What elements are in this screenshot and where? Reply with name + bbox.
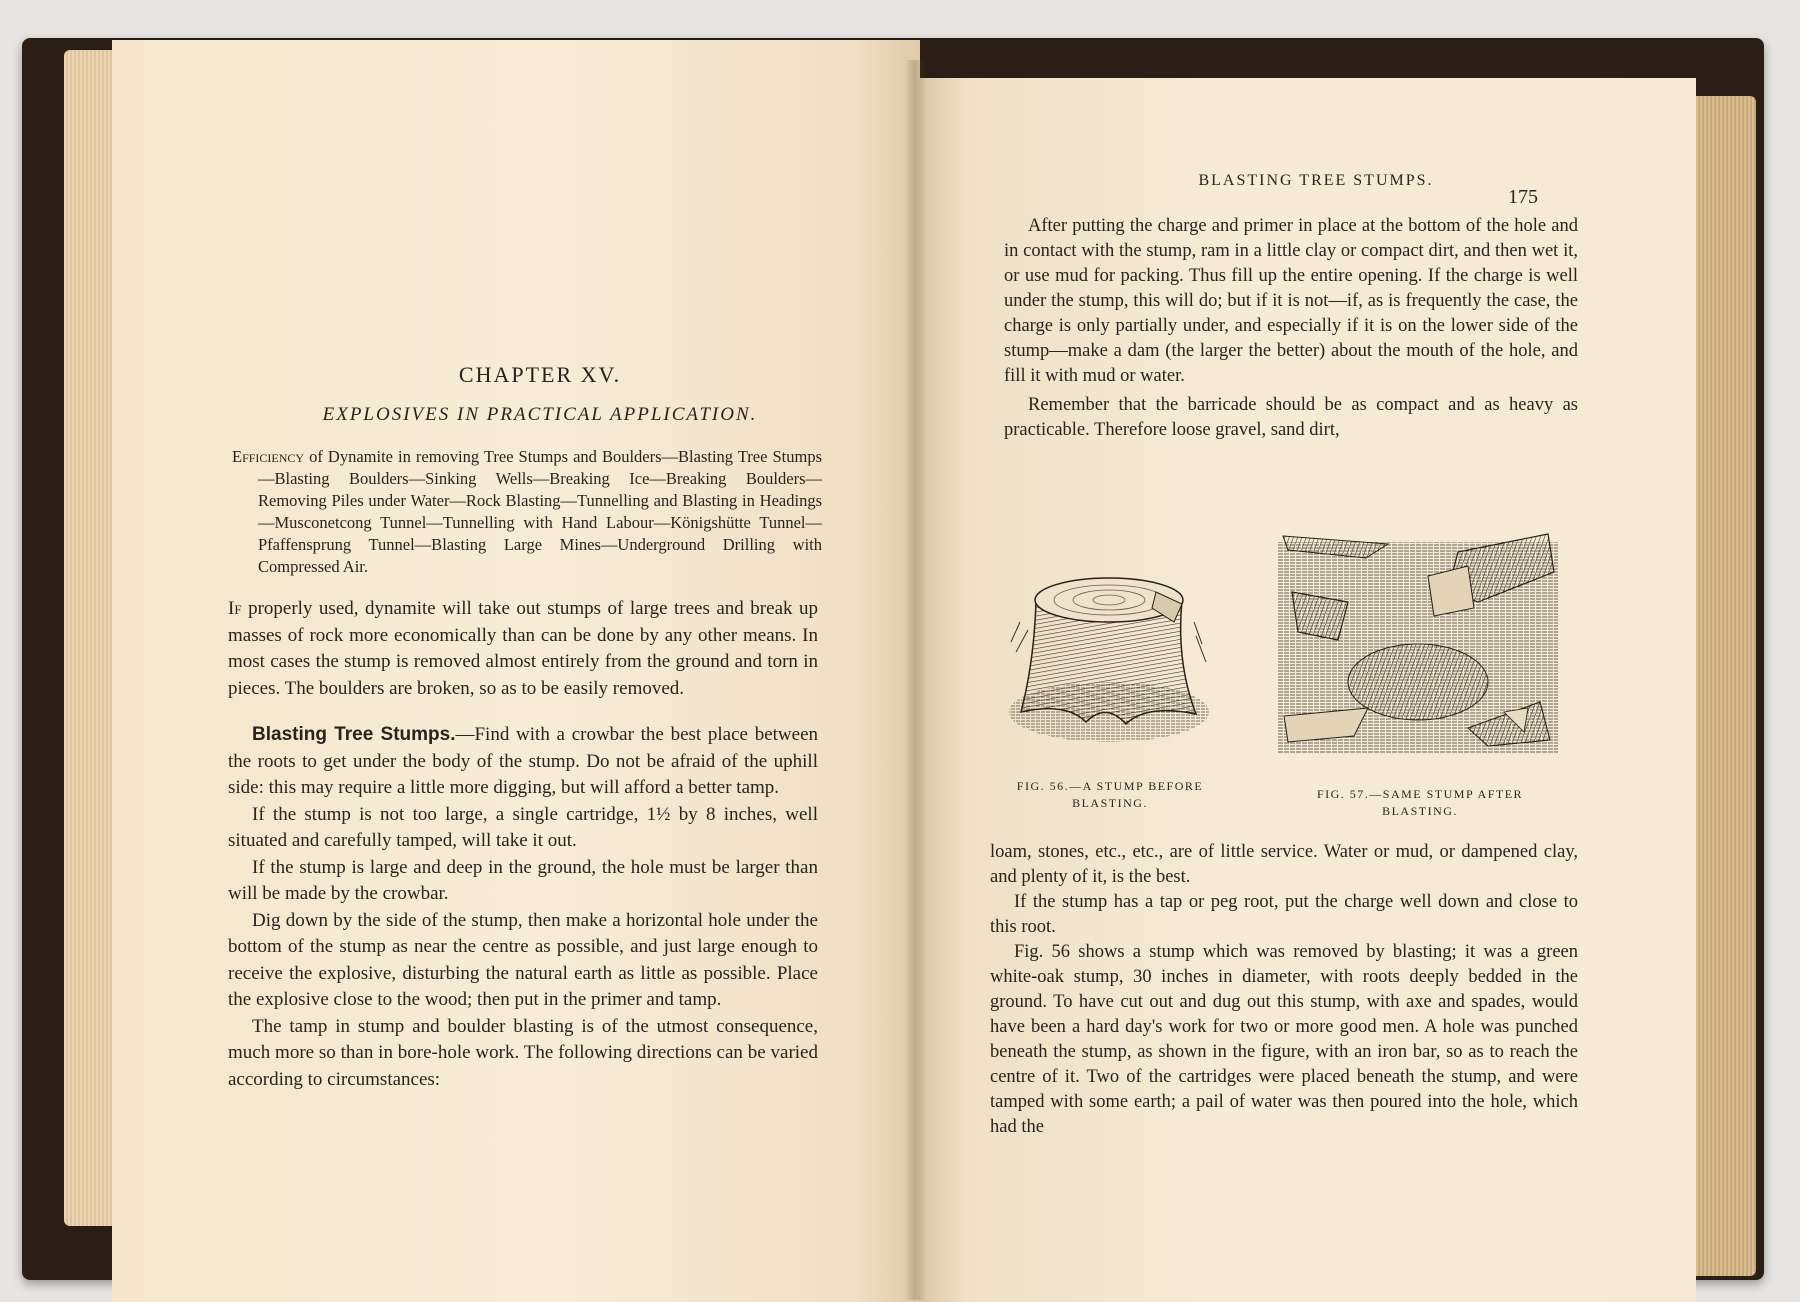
synopsis-lead: Efficiency: [232, 447, 305, 466]
paragraph-charge: After putting the charge and primer in place at the bottom of the hole and in contact with the stump, ram in a little clay or compact dirt, and then wet it, or use mud for packing. Thus fill up the entire opening. If the charge is well under the stump, this will do; but if it is not—if, as is frequently the case, the charge is only partially under, and especially if it is on the lower side of the stump—make a dam (the larger the better) about the mouth of the hole, and fill it with mud or water.: [1004, 216, 1578, 386]
stump-after-illustration: [1278, 532, 1558, 764]
section-heading: Blasting Tree Stumps.: [252, 724, 456, 745]
paragraph-tamp: The tamp in stump and boulder blasting is of the utmost consequence, much more so than in bore-hole work. The following directions can be varied according to circumstances:: [228, 1015, 818, 1090]
left-body-text: [228, 596, 818, 1093]
paragraph-loam: loam, stones, etc., etc., are of little service. Water or mud, or dampened clay, and plenty of it, is the best.: [990, 842, 1578, 887]
right-top-text: [1004, 214, 1578, 443]
section-paragraph: [228, 722, 818, 802]
section-text: —Find with a crowbar the best place between the roots to get under the body of the stump. Do not be afraid of the uphill side: this may require a little more digging, but will afford a better tamp.: [228, 724, 818, 798]
running-head: BLASTING TREE STUMPS.: [1198, 172, 1434, 189]
paragraph-fig56: Fig. 56 shows a stump which was removed by blasting; it was a green white-oak stump, 30 inches in diameter, with roots deeply bedded in the ground. To have cut out and dug out this stump, with axe and spades, would have been a hard day's work for two or more good men. A hole was punched beneath the stump, as shown in the figure, with an iron bar, so as to reach the centre of it. Two of the cartridges were placed beneath the stump, and were tamped with some earth; a pail of water was then poured into the hole, which had the: [990, 942, 1578, 1137]
chapter-title: CHAPTER XV.: [458, 362, 622, 387]
chapter-synopsis: [232, 446, 822, 578]
figure-stump-before: [1006, 552, 1212, 744]
intro-text: properly used, dynamite will take out stumps of large trees and break up masses of rock more economically than can be done by any other means. In most cases the stump is removed almost entirely from the ground and torn in pieces. The boulders are broken, so as to be easily removed.: [228, 598, 818, 699]
figure-stump-after: [1278, 532, 1558, 764]
stump-before-illustration: [1006, 552, 1212, 744]
paragraph-taproot: If the stump has a tap or peg root, put the charge well down and close to this root.: [990, 892, 1578, 937]
paragraph-dig: Dig down by the side of the stump, then make a horizontal hole under the bottom of the stump as near the centre as possible, and just large enough to receive the explosive, disturbing the natural earth as little as possible. Place the explosive close to the wood; then put in the primer and tamp.: [228, 909, 818, 1010]
chapter-subtitle: EXPLOSIVES IN PRACTICAL APPLICATION.: [322, 404, 758, 425]
intro-paragraph: [228, 596, 818, 702]
right-bottom-text: [990, 840, 1578, 1140]
page-number: 175: [1508, 186, 1538, 208]
paragraph-deep: If the stump is large and deep in the ground, the hole must be larger than will be made by the crowbar.: [228, 856, 818, 904]
intro-lead: If: [228, 598, 242, 619]
book-gutter: [904, 60, 926, 1300]
figure-57-caption: FIG. 57.—SAME STUMP AFTER BLASTING.: [1316, 787, 1524, 818]
synopsis-text: of Dynamite in removing Tree Stumps and Boulders—Blasting Tree Stumps—Blasting Boulders—Sinking Wells—Breaking Ice—Breaking Boulders—Removing Piles under Water—Rock Blasting—Tunnelling and Blasting in Headings—Musconetcong Tunnel—Tunnelling with Hand Labour—Königshütte Tunnel—Pfaffensprung Tunnel—Blasting Large Mines—Underground Drilling with Compressed Air.: [258, 447, 822, 576]
paragraph-cartridge: If the stump is not too large, a single cartridge, 1½ by 8 inches, well situated and carefully tamped, will take it out.: [228, 803, 818, 851]
figure-56-caption: FIG. 56.—A STUMP BEFORE BLASTING.: [1016, 779, 1204, 810]
paragraph-barricade: Remember that the barricade should be as compact and as heavy as practicable. Therefore loose gravel, sand dirt,: [1004, 395, 1578, 440]
